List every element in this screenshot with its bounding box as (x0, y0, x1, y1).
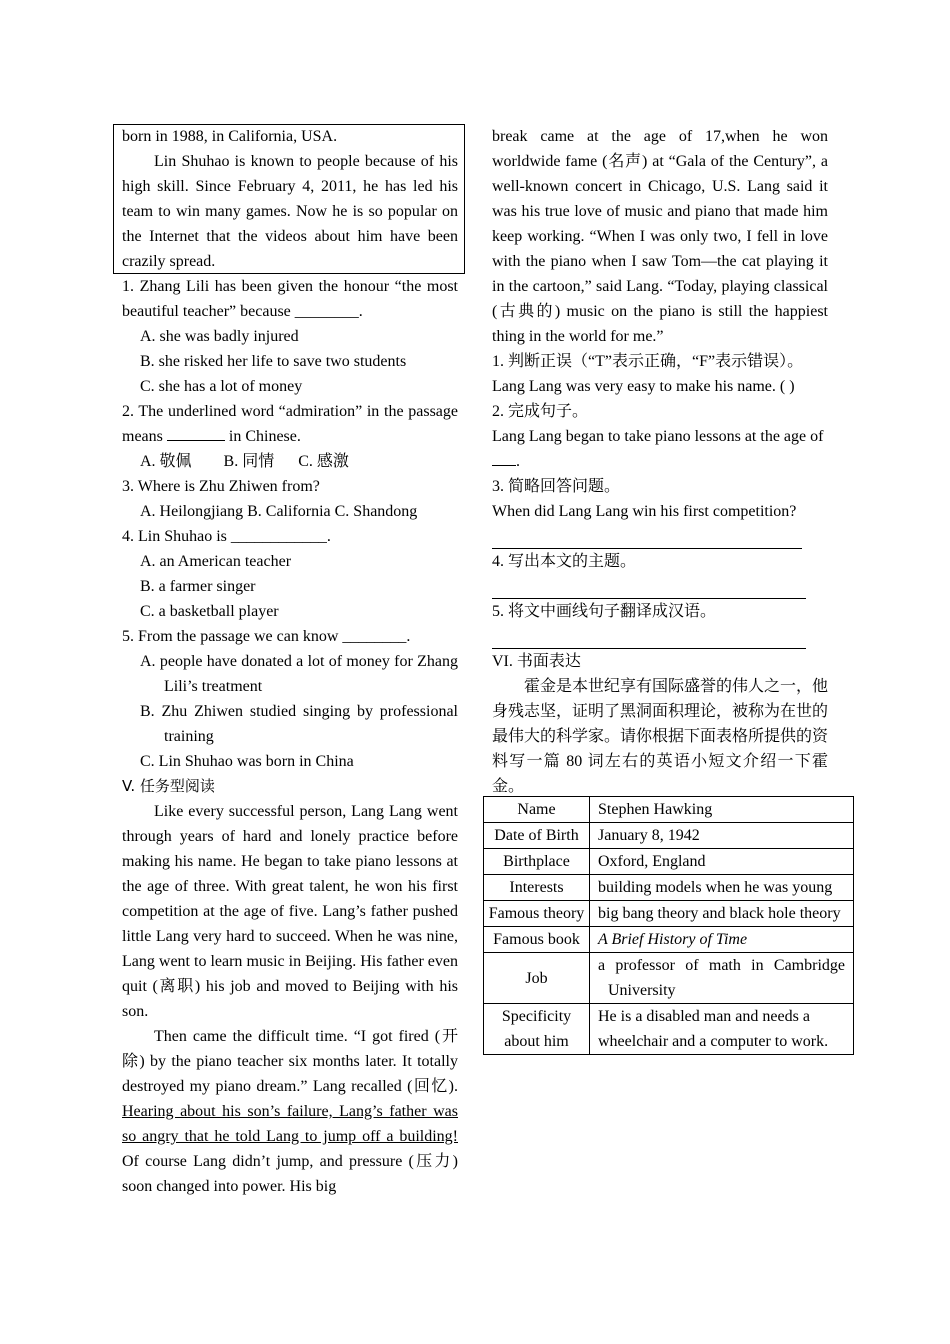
q2-options: A. 敬佩 B. 同情 C. 感激 (140, 453, 349, 470)
table-row (484, 927, 854, 953)
task-5-answer-line[interactable] (492, 624, 806, 649)
table-row (484, 849, 854, 875)
q1-option-a: A. she was badly injured (140, 328, 299, 345)
table-key: Job (484, 953, 590, 1004)
q5-option-b: B. Zhu Zhiwen studied singing by professional training (140, 703, 458, 745)
q1-option-b: B. she risked her life to save two students (140, 353, 407, 370)
task-2-blank[interactable] (492, 465, 516, 466)
underlined-sentence: Hearing about his son’s failure, Lang’s father was so angry that he told Lang to jump off a building! (122, 1103, 458, 1145)
task-1-question[interactable]: Lang Lang was very easy to make his name. ( ) (492, 378, 795, 395)
question-2 (122, 399, 458, 449)
table-row (484, 797, 854, 823)
p2-text-after: Of course Lang didn’t jump, and pressure (压力) soon changed into power. His big (122, 1153, 458, 1195)
table-key: Birthplace (484, 849, 590, 875)
q5-option-a: A. people have donated a lot of money for Zhang Lili’s treatment (140, 653, 458, 695)
q2-stem: 2. The underlined word “admiration” in the passage means (122, 403, 458, 445)
section-6-instructions: 霍金是本世纪享有国际盛誉的伟人之一，他身残志坚，证明了黑洞面积理论，被称为在世的最伟大的科学家。请你根据下面表格所提供的资料写一篇 80 词左右的英语小短文介绍一下霍金。 (492, 678, 829, 795)
table-key: Name (484, 797, 590, 823)
task-2-title: 2. 完成句子。 (492, 403, 589, 420)
task-2-period: . (516, 453, 520, 470)
q4-option-c: C. a basketball player (140, 603, 279, 620)
q2-tail: in Chinese. (228, 428, 301, 445)
q3-options: A. Heilongjiang B. California C. Shandong (140, 503, 418, 520)
task-2-stem: Lang Lang began to take piano lessons at the age of (492, 428, 824, 445)
q4-option-b: B. a farmer singer (140, 578, 256, 595)
q1-option-c: C. she has a lot of money (140, 378, 303, 395)
table-value: big bang theory and black hole theory (590, 901, 854, 927)
task-4-title: 4. 写出本文的主题。 (492, 553, 637, 570)
left-column (122, 124, 458, 1199)
table-row (484, 1004, 854, 1055)
table-value: January 8, 1942 (590, 823, 854, 849)
q2-blank[interactable] (167, 440, 225, 441)
table-row (484, 823, 854, 849)
q4-option-a: A. an American teacher (140, 553, 292, 570)
question-4: 4. Lin Shuhao is ____________. (122, 528, 331, 545)
passage-paragraph-1: Like every successful person, Lang Lang went through years of hard and lonely practice before making his name. He began to take piano lessons at the age of three. With great talent, he won his first competition at the age of five. Lang’s father pushed little Lang very hard to succeed. When he was nine, Lang went to learn music in Beijing. His father even quit (离职) his job and moved to Beijing with his son. (122, 803, 458, 1020)
task-1-title: 1. 判断正误（“T”表示正确，“F”表示错误）。 (492, 353, 804, 370)
p2-text-before: Then came the difficult time. “I got fired (开除) by the piano teacher six months later. It totally destroyed my piano dream.” Lang recalled (回忆). (122, 1028, 458, 1095)
question-3: 3. Where is Zhu Zhiwen from? (122, 478, 320, 495)
table-row (484, 901, 854, 927)
section-6-title: VI. 书面表达 (492, 653, 581, 670)
hawking-info-table (483, 796, 854, 1055)
question-1: 1. Zhang Lili has been given the honour “the most beautiful teacher” because ________. (122, 278, 458, 320)
task-2-question (492, 424, 828, 474)
table-key: Famous theory (484, 901, 590, 927)
table-row (484, 875, 854, 901)
box-paragraph: Lin Shuhao is known to people because of his high skill. Since February 4, 2011, he has led his team to win many games. Now he is so popular on the Internet that the videos about him have been crazily spread. (122, 153, 458, 270)
box-line-1: born in 1988, in California, USA. (122, 128, 338, 145)
q5-option-c: C. Lin Shuhao was born in China (140, 753, 354, 770)
task-3-question: When did Lang Lang win his first competition? (492, 503, 797, 520)
task-3-answer-line[interactable] (492, 524, 802, 549)
table-key: Famous book (484, 927, 590, 953)
task-5-title: 5. 将文中画线句子翻译成汉语。 (492, 603, 717, 620)
passage-paragraph-2 (122, 1024, 458, 1199)
table-row (484, 953, 854, 1004)
section-5-title: V. 任务型阅读 (122, 777, 215, 795)
question-5: 5. From the passage we can know ________. (122, 628, 411, 645)
table-key: Interests (484, 875, 590, 901)
table-value: Oxford, England (590, 849, 854, 875)
job-value-text: a professor of math in Cambridge University (598, 957, 845, 999)
table-value: Stephen Hawking (590, 797, 854, 823)
table-value (590, 953, 854, 1004)
table-key: Date of Birth (484, 823, 590, 849)
right-column (492, 124, 828, 799)
task-3-title: 3. 简略回答问题。 (492, 478, 621, 495)
task-4-answer-line[interactable] (492, 574, 806, 599)
table-value: building models when he was young (590, 875, 854, 901)
passage-paragraph-3: break came at the age of 17,when he won worldwide fame (名声) at “Gala of the Century”, a well-known concert in Chicago, U.S. Lang said it was his true love of music and piano that made him keep working. “When I was only two, I fell in love with the piano when I saw Tom—the cat playing it in the cartoon,” said Lang. “Today, playing classical (古典的) music on the piano is still the happiest thing in the world for me.” (492, 128, 828, 345)
table-value: A Brief History of Time (590, 927, 854, 953)
table-value: He is a disabled man and needs a wheelchair and a computer to work. (590, 1004, 854, 1055)
table-key: Specificity about him (484, 1004, 590, 1055)
